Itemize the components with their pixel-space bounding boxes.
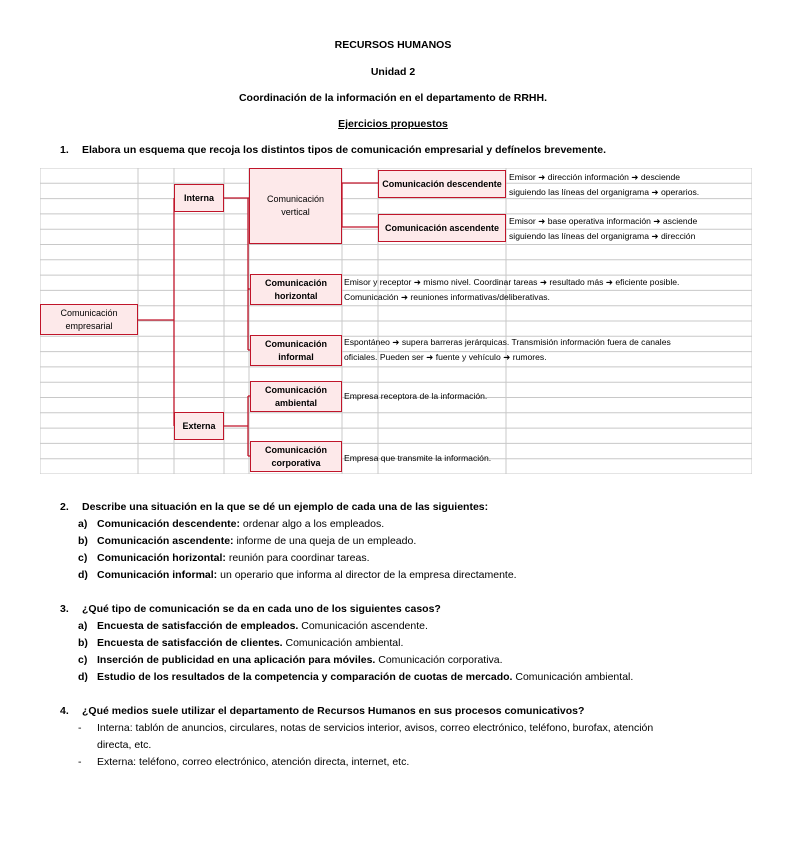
- item-answer: un operario que informa al director de la empresa directamente.: [217, 569, 517, 581]
- doc-title: RECURSOS HUMANOS: [334, 39, 452, 51]
- box-comunicacion-empresarial: Comunicación empresarial: [40, 304, 138, 335]
- box-comunicacion-ambiental: Comunicación ambiental: [250, 381, 342, 412]
- item-letter: d): [78, 569, 88, 581]
- box-comunicacion-descendente: Comunicación descendente: [378, 170, 506, 198]
- q4-externa: [78, 756, 409, 768]
- question-number: 1.: [60, 144, 69, 156]
- item-letter: a): [78, 620, 88, 632]
- q3-item-c: [78, 654, 503, 666]
- desc-line: Comunicación ➜ reuniones informativas/deliberativas.: [344, 291, 550, 302]
- item-answer: Comunicación ascendente.: [298, 620, 428, 632]
- question-text: Describe una situación en la que se dé un ejemplo de cada una de las siguientes:: [82, 501, 489, 513]
- item-term: Estudio de los resultados de la competencia y comparación de cuotas de mercado.: [97, 671, 513, 683]
- box-comunicacion-ascendente: Comunicación ascendente: [378, 214, 506, 242]
- item-term: Comunicación descendente:: [97, 518, 240, 530]
- desc-corporativa: Empresa que transmite la información.: [344, 453, 492, 463]
- doc-subtitle: Coordinación de la información en el departamento de RRHH.: [238, 92, 548, 104]
- question-number: 2.: [60, 501, 69, 513]
- question-text: ¿Qué tipo de comunicación se da en cada uno de los siguientes casos?: [82, 603, 441, 615]
- item-answer: Comunicación corporativa.: [375, 654, 503, 666]
- item-answer: ordenar algo a los empleados.: [239, 518, 385, 530]
- item-letter: d): [78, 671, 88, 683]
- item-answer: Comunicación ambiental.: [512, 671, 634, 683]
- box-comunicacion-corporativa: Comunicación corporativa: [250, 441, 342, 472]
- bullet-dash: -: [78, 756, 82, 768]
- question-2: [60, 501, 488, 513]
- box-comunicacion-horizontal: Comunicación horizontal: [250, 274, 342, 305]
- q4-interna-line1: Interna: tablón de anuncios, circulares, notas de servicios interior, avisos, correo electrónico, teléfono, burofax, atención: [97, 722, 654, 734]
- q4-interna: [78, 722, 653, 734]
- bullet-dash: -: [78, 722, 82, 734]
- desc-horizontal: [344, 275, 679, 304]
- desc-ambiental: Empresa receptora de la información.: [344, 391, 488, 401]
- desc-ascendente: [509, 214, 697, 243]
- q2-item-a: [78, 518, 384, 530]
- box-comunicacion-vertical: Comunicación vertical: [249, 168, 342, 244]
- item-term: Inserción de publicidad en una aplicación para móviles.: [97, 654, 376, 666]
- q2-item-b: [78, 535, 416, 547]
- q3-item-a: [78, 620, 428, 632]
- item-letter: b): [78, 637, 88, 649]
- section-title: [0, 118, 786, 130]
- unit-title: Unidad 2: [370, 66, 416, 78]
- desc-line: siguiendo las líneas del organigrama ➜ operarios.: [509, 186, 700, 197]
- q3-item-d: [78, 671, 633, 683]
- item-term: Comunicación horizontal:: [97, 552, 226, 564]
- question-number: 3.: [60, 603, 69, 615]
- desc-informal: [344, 335, 671, 364]
- question-text: Elabora un esquema que recoja los distintos tipos de comunicación empresarial y defínelos brevemente.: [82, 144, 606, 156]
- communication-diagram: [40, 168, 752, 474]
- desc-line: oficiales. Pueden ser ➜ fuente y vehículo ➜ rumores.: [344, 351, 547, 362]
- desc-descendente: [509, 170, 699, 199]
- item-letter: a): [78, 518, 88, 530]
- q2-item-c: [78, 552, 370, 564]
- desc-line: Emisor ➜ dirección información ➜ desciende: [509, 172, 681, 182]
- question-3: [60, 603, 441, 615]
- item-term: Encuesta de satisfacción de clientes.: [97, 637, 283, 649]
- item-term: Comunicación informal:: [97, 569, 218, 581]
- question-text: ¿Qué medios suele utilizar el departamento de Recursos Humanos en sus procesos comunicativos?: [82, 705, 585, 717]
- question-number: 4.: [60, 705, 69, 717]
- item-letter: b): [78, 535, 88, 547]
- desc-line: Emisor y receptor ➜ mismo nivel. Coordinar tareas ➜ resultado más ➜ eficiente posible.: [344, 277, 680, 287]
- item-answer: reunión para coordinar tareas.: [225, 552, 370, 564]
- desc-line: siguiendo las líneas del organigrama ➜ dirección: [509, 230, 696, 241]
- question-1: [60, 144, 606, 156]
- item-letter: c): [78, 654, 88, 666]
- desc-line: Espontáneo ➜ supera barreras jerárquicas. Transmisión información fuera de canales: [344, 337, 671, 347]
- item-answer: informe de una queja de un empleado.: [233, 535, 417, 547]
- q3-item-b: [78, 637, 403, 649]
- question-4: [60, 705, 584, 717]
- q2-item-d: [78, 569, 517, 581]
- item-letter: c): [78, 552, 88, 564]
- item-term: Comunicación ascendente:: [97, 535, 234, 547]
- desc-line: Emisor ➜ base operativa información ➜ asciende: [509, 216, 698, 226]
- q4-interna-cont: directa, etc.: [97, 739, 152, 751]
- box-externa: Externa: [174, 412, 224, 440]
- item-answer: Comunicación ambiental.: [282, 637, 404, 649]
- box-interna: Interna: [174, 184, 224, 212]
- section-title-text: Ejercicios propuestos: [338, 118, 448, 130]
- box-comunicacion-informal: Comunicación informal: [250, 335, 342, 366]
- item-term: Encuesta de satisfacción de empleados.: [97, 620, 299, 632]
- q4-externa-text: Externa: teléfono, correo electrónico, atención directa, internet, etc.: [97, 756, 410, 768]
